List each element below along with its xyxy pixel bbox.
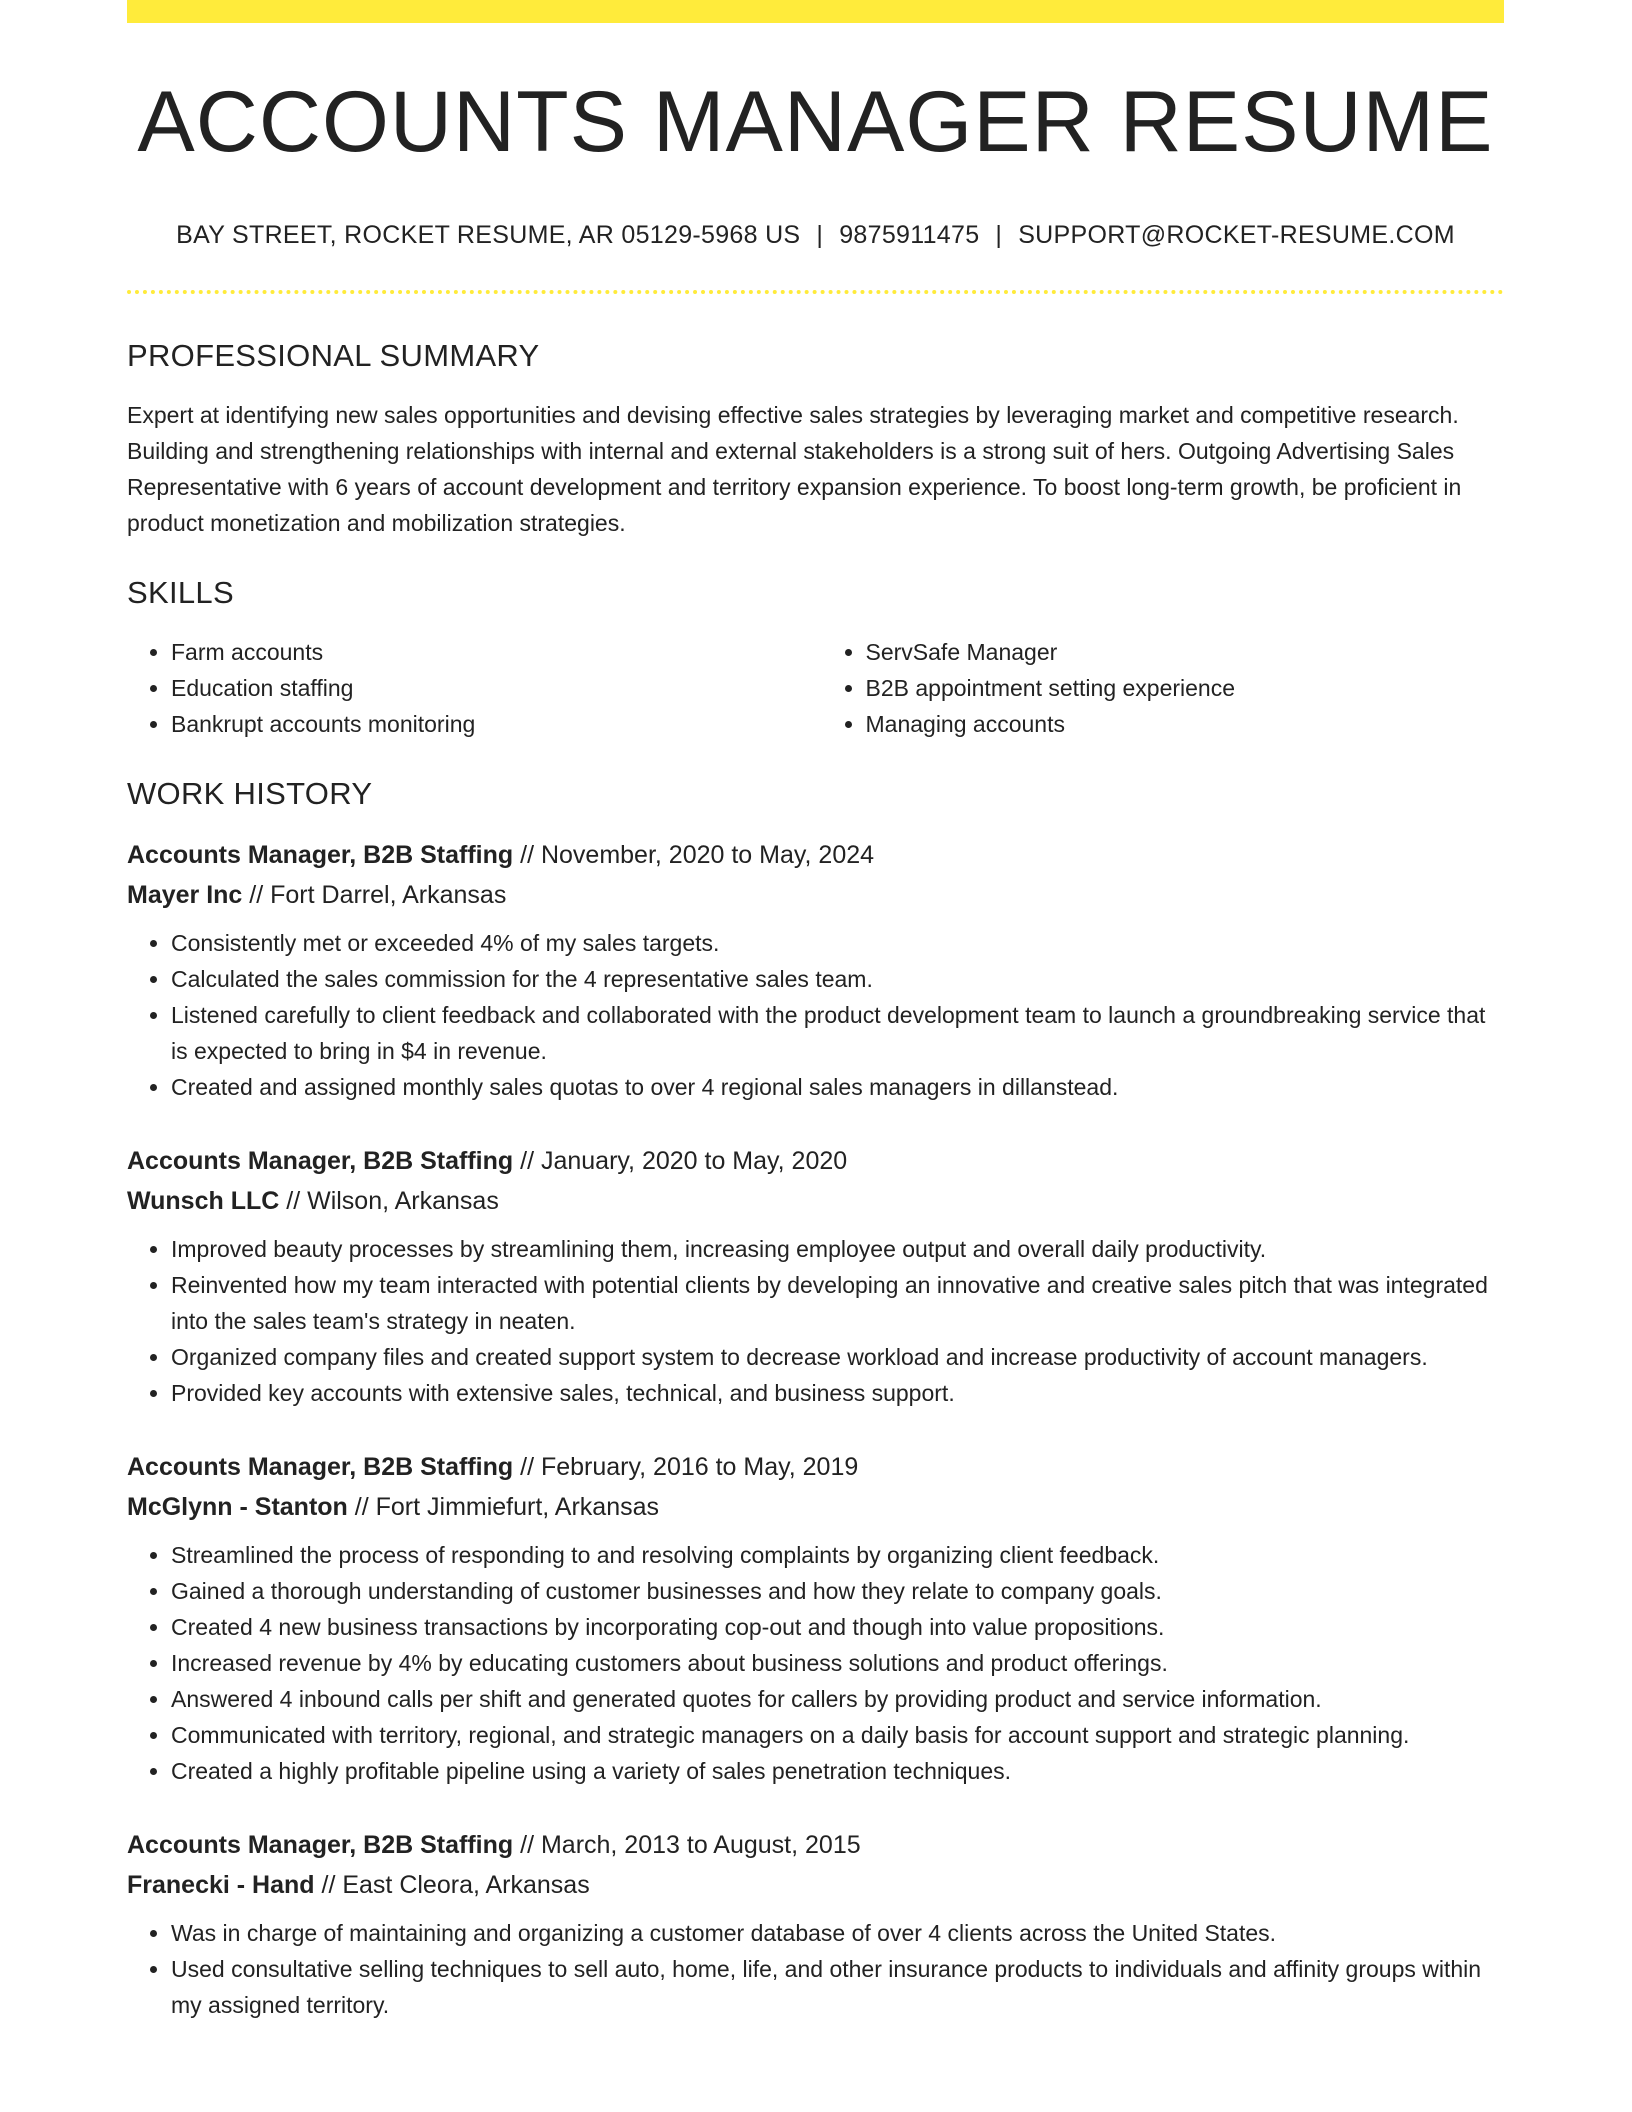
job-bullet: • Gained a thorough understanding of customer businesses and how they relate to company goals.: [171, 1573, 1504, 1609]
job-bullet: • Created and assigned monthly sales quotas to over 4 regional sales managers in dillanstead.: [171, 1069, 1504, 1105]
contact-address: BAY STREET, ROCKET RESUME, AR 05129-5968 US: [176, 221, 801, 249]
job-bullet: • Improved beauty processes by streamlining them, increasing employee output and overall daily productivity.: [171, 1231, 1504, 1267]
skill-item: • Farm accounts: [171, 634, 816, 670]
job-dates: // February, 2016 to May, 2019: [520, 1453, 859, 1481]
job-bullet: • Listened carefully to client feedback and collaborated with the product development team to launch a groundbreaking service that is expected to bring in $4 in revenue.: [171, 997, 1504, 1069]
skill-item: • Education staffing: [171, 670, 816, 706]
job-dates: // November, 2020 to May, 2024: [520, 841, 875, 869]
contact-phone: 9875911475: [839, 221, 980, 249]
skill-item: • Bankrupt accounts monitoring: [171, 706, 816, 742]
job-bullet: • Created 4 new business transactions by incorporating cop-out and though into value propositions.: [171, 1609, 1504, 1645]
job-title-line: [127, 835, 1504, 875]
job-location: // Wilson, Arkansas: [286, 1187, 499, 1215]
job-company: Mayer Inc: [127, 881, 243, 909]
contact-line: [127, 223, 1504, 248]
contact-separator: |: [816, 221, 824, 249]
summary-text: Expert at identifying new sales opportunities and devising effective sales strategies by leveraging market and competitive research. Building and strengthening relationships with internal and external stakeholders is a strong suit of hers. Outgoing Advertising Sales Representative with 6 years of account development and territory expansion experience. To boost long-term growth, be proficient in product monetization and mobilization strategies.: [127, 402, 1462, 536]
job-title: Accounts Manager, B2B Staffing: [127, 1453, 514, 1481]
job-bullet: • Streamlined the process of responding to and resolving complaints by organizing client feedback.: [171, 1537, 1504, 1573]
job-bullets: [127, 925, 1504, 1105]
job-title: Accounts Manager, B2B Staffing: [127, 1147, 514, 1175]
skills-heading: SKILLS: [127, 575, 234, 610]
job-company-line: [127, 1181, 1504, 1221]
job-bullets: [127, 1231, 1504, 1411]
job-bullets: [127, 1915, 1504, 2023]
job-dates: // January, 2020 to May, 2020: [520, 1147, 848, 1175]
skills-column-left: [127, 634, 816, 742]
job-company-line: [127, 875, 1504, 915]
job-bullets: [127, 1537, 1504, 1789]
job-bullet: • Increased revenue by 4% by educating customers about business solutions and product offerings.: [171, 1645, 1504, 1681]
job-entry: [127, 835, 1504, 1105]
job-company: Wunsch LLC: [127, 1187, 280, 1215]
contact-separator: |: [995, 221, 1003, 249]
job-bullet: • Provided key accounts with extensive sales, technical, and business support.: [171, 1375, 1504, 1411]
job-company: McGlynn - Stanton: [127, 1493, 348, 1521]
contact-email: SUPPORT@ROCKET-RESUME.COM: [1018, 221, 1455, 249]
work-history-heading: WORK HISTORY: [127, 776, 373, 811]
job-bullet: • Communicated with territory, regional, and strategic managers on a daily basis for account support and strategic planning.: [171, 1717, 1504, 1753]
job-bullet: • Reinvented how my team interacted with potential clients by developing an innovative and creative sales pitch that was integrated into the sales team's strategy in neaten.: [171, 1267, 1504, 1339]
dotted-divider: [127, 290, 1504, 294]
job-dates: // March, 2013 to August, 2015: [520, 1831, 861, 1859]
job-company-line: [127, 1487, 1504, 1527]
job-title: Accounts Manager, B2B Staffing: [127, 841, 514, 869]
accent-top-bar: [127, 0, 1504, 23]
job-bullet: • Used consultative selling techniques to sell auto, home, life, and other insurance products to individuals and affinity groups within my assigned territory.: [171, 1951, 1504, 2023]
job-bullet: • Organized company files and created support system to decrease workload and increase productivity of account managers.: [171, 1339, 1504, 1375]
resume-content: [127, 23, 1504, 2023]
job-location: // East Cleora, Arkansas: [321, 1871, 590, 1899]
job-entry: [127, 1447, 1504, 1789]
skills-column-right: [816, 634, 1505, 742]
job-bullet: • Answered 4 inbound calls per shift and generated quotes for callers by providing product and service information.: [171, 1681, 1504, 1717]
job-title: Accounts Manager, B2B Staffing: [127, 1831, 514, 1859]
skill-item: • Managing accounts: [866, 706, 1505, 742]
resume-title: ACCOUNTS MANAGER RESUME: [137, 74, 1494, 170]
job-entry: [127, 1141, 1504, 1411]
job-bullet: • Was in charge of maintaining and organizing a customer database of over 4 clients across the United States.: [171, 1915, 1504, 1951]
job-company: Franecki - Hand: [127, 1871, 315, 1899]
job-location: // Fort Jimmiefurt, Arkansas: [354, 1493, 660, 1521]
summary-heading: PROFESSIONAL SUMMARY: [127, 338, 540, 373]
skill-item: • B2B appointment setting experience: [866, 670, 1505, 706]
job-title-line: [127, 1447, 1504, 1487]
job-location: // Fort Darrel, Arkansas: [249, 881, 507, 909]
skill-item: • ServSafe Manager: [866, 634, 1505, 670]
job-title-line: [127, 1141, 1504, 1181]
job-bullet: • Created a highly profitable pipeline using a variety of sales penetration techniques.: [171, 1753, 1504, 1789]
job-bullet: • Calculated the sales commission for the 4 representative sales team.: [171, 961, 1504, 997]
job-bullet: • Consistently met or exceeded 4% of my sales targets.: [171, 925, 1504, 961]
job-entry: [127, 1825, 1504, 2023]
skills-list: [127, 634, 1504, 742]
job-company-line: [127, 1865, 1504, 1905]
job-title-line: [127, 1825, 1504, 1865]
